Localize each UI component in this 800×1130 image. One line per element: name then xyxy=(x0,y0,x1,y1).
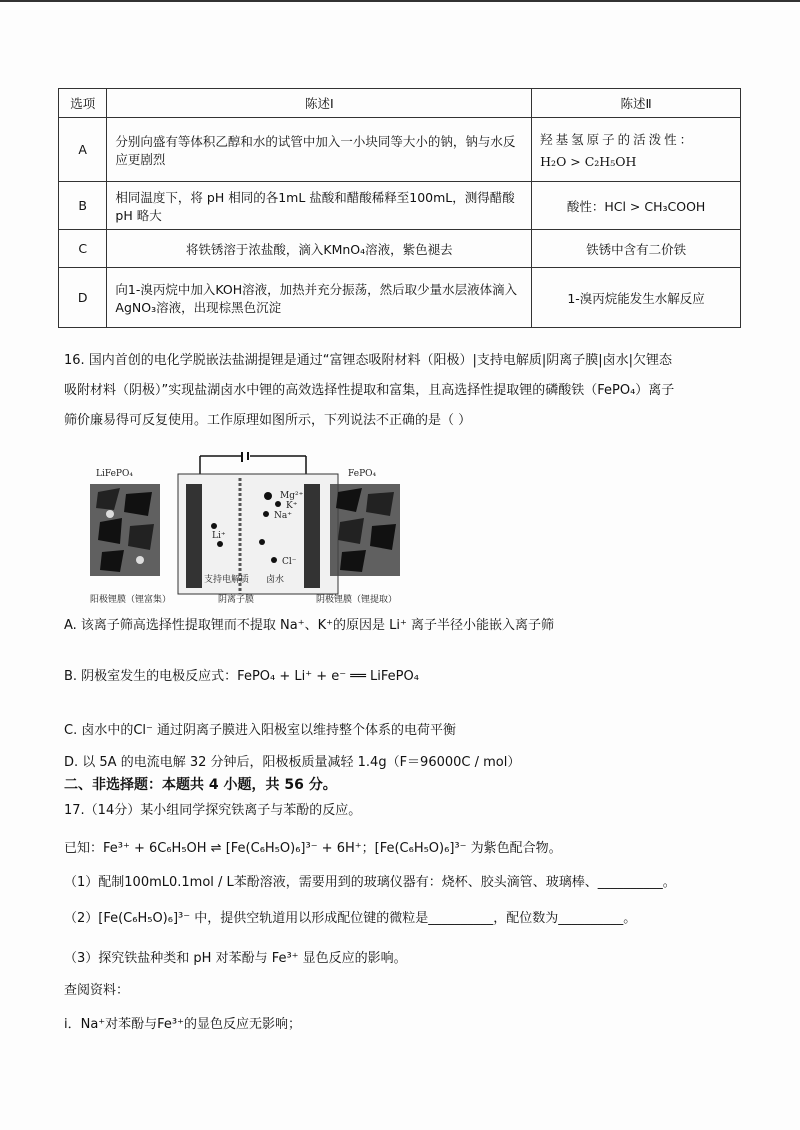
row-statement-1: 将铁锈溶于浓盐酸，滴入KMnO₄溶液，紫色褪去 xyxy=(107,230,532,268)
table-header-row xyxy=(59,89,741,118)
table-row xyxy=(59,268,741,328)
q16-option-a: A. 该离子筛高选择性提取锂而不提取 Na⁺、K⁺的原因是 Li⁺ 离子半径小能嵌入离子筛 xyxy=(64,618,554,633)
statement-2-line: 羟基氢原子的活泼性： xyxy=(540,132,696,147)
label-support: 支持电解质 xyxy=(204,575,250,585)
right-crystal-structure xyxy=(330,469,400,576)
label-li: Li⁺ xyxy=(212,531,226,541)
q16-option-c: C. 卤水中的Cl⁻ 通过阴离子膜进入阳极室以维持整个体系的电荷平衡 xyxy=(64,723,457,738)
q16-option-b: B. 阴极室发生的电极反应式：FePO₄ + Li⁺ + e⁻ ══ LiFePO₄ xyxy=(64,669,419,684)
q17-known: 已知：Fe³⁺ + 6C₆H₅OH ⇌ [Fe(C₆H₅O)₆]³⁻ + 6H⁺；[Fe(C₆H₅O)₆]³⁻ 为紫色配合物。 xyxy=(64,841,562,856)
anode-plate xyxy=(186,484,202,588)
row-statement-2: 1-溴丙烷能发生水解反应 xyxy=(532,268,741,328)
section-heading: 二、非选择题：本题共 4 小题，共 56 分。 xyxy=(64,777,337,793)
top-border xyxy=(0,0,800,2)
label-k: K⁺ xyxy=(286,501,298,511)
row-statement-2: 酸性：HCl > CH₃COOH xyxy=(532,182,741,230)
row-option: A xyxy=(59,118,107,182)
caption-membrane: 阴离子膜 xyxy=(218,595,255,604)
statement-2-formula: H₂O > C₂H₅OH xyxy=(540,154,637,169)
label-fepo4: FePO₄ xyxy=(348,469,377,479)
q16-option-d: D. 以 5A 的电流电解 32 分钟后，阳极板质量减轻 1.4g（F＝96000C / mol） xyxy=(64,755,521,770)
row-statement-1: 向1-溴丙烷中加入KOH溶液，加热并充分振荡，然后取少量水层液体滴入AgNO₃溶液，出现棕黑色沉淀 xyxy=(107,268,532,328)
label-na: Na⁺ xyxy=(274,511,292,521)
q16-line-2: 吸附材料（阴极）”实现盐湖卤水中锂的高效选择性提取和富集，且高选择性提取锂的磷酸铁（FePO₄）离子 xyxy=(64,383,675,398)
row-statement-2 xyxy=(532,118,741,182)
q16-line-3: 筛价廉易得可反复使用。工作原理如图所示，下列说法不正确的是（ ） xyxy=(64,413,472,428)
q17-part-1: （1）配制100mL0.1mol / L苯酚溶液，需要用到的玻璃仪器有：烧杯、胶头滴管、玻璃棒、__________。 xyxy=(64,875,676,890)
q17-lookup: 查阅资料： xyxy=(64,983,130,998)
header-option: 选项 xyxy=(59,89,107,118)
row-statement-1: 相同温度下，将 pH 相同的各1mL 盐酸和醋酸稀释至100mL，测得醋酸 pH 略大 xyxy=(107,182,532,230)
q17-info-i: ⅰ．Na⁺对苯酚与Fe³⁺的显色反应无影响； xyxy=(64,1017,302,1032)
row-statement-1: 分别向盛有等体积乙醇和水的试管中加入一小块同等大小的钠，钠与水反应更剧烈 xyxy=(107,118,532,182)
q17-part-3: （3）探究铁盐种类和 pH 对苯酚与 Fe³⁺ 显色反应的影响。 xyxy=(64,951,407,966)
left-crystal-structure xyxy=(90,469,160,576)
label-mg: Mg²⁺ xyxy=(280,491,304,501)
header-statement-1: 陈述Ⅰ xyxy=(107,89,532,118)
electrolysis-diagram xyxy=(90,452,490,604)
row-option: B xyxy=(59,182,107,230)
electrolysis-cell xyxy=(178,452,338,594)
table-row xyxy=(59,118,741,182)
label-brine: 卤水 xyxy=(266,575,285,585)
label-cl: Cl⁻ xyxy=(282,557,297,567)
q17-title: 17.（14分）某小组同学探究铁离子与苯酚的反应。 xyxy=(64,803,362,818)
header-statement-2: 陈述Ⅱ xyxy=(532,89,741,118)
table-row xyxy=(59,230,741,268)
label-lifepo4: LiFePO₄ xyxy=(96,469,133,479)
q17-part-2: （2）[Fe(C₆H₅O)₆]³⁻ 中，提供空轨道用以形成配位键的微粒是__________，配位数为__________。 xyxy=(64,911,637,926)
table-row xyxy=(59,182,741,230)
row-statement-2: 铁锈中含有二价铁 xyxy=(532,230,741,268)
options-table xyxy=(58,88,741,328)
row-option: C xyxy=(59,230,107,268)
q16-line-1: 16. 国内首创的电化学脱嵌法盐湖提锂是通过“富锂态吸附材料（阳极）|支持电解质|阴离子膜|卤水|欠锂态 xyxy=(64,353,673,368)
cathode-plate xyxy=(304,484,320,588)
caption-anode: 阳极锂膜（锂富集） xyxy=(90,595,172,604)
caption-cathode: 阴极锂膜（锂提取） xyxy=(316,595,398,604)
row-option: D xyxy=(59,268,107,328)
